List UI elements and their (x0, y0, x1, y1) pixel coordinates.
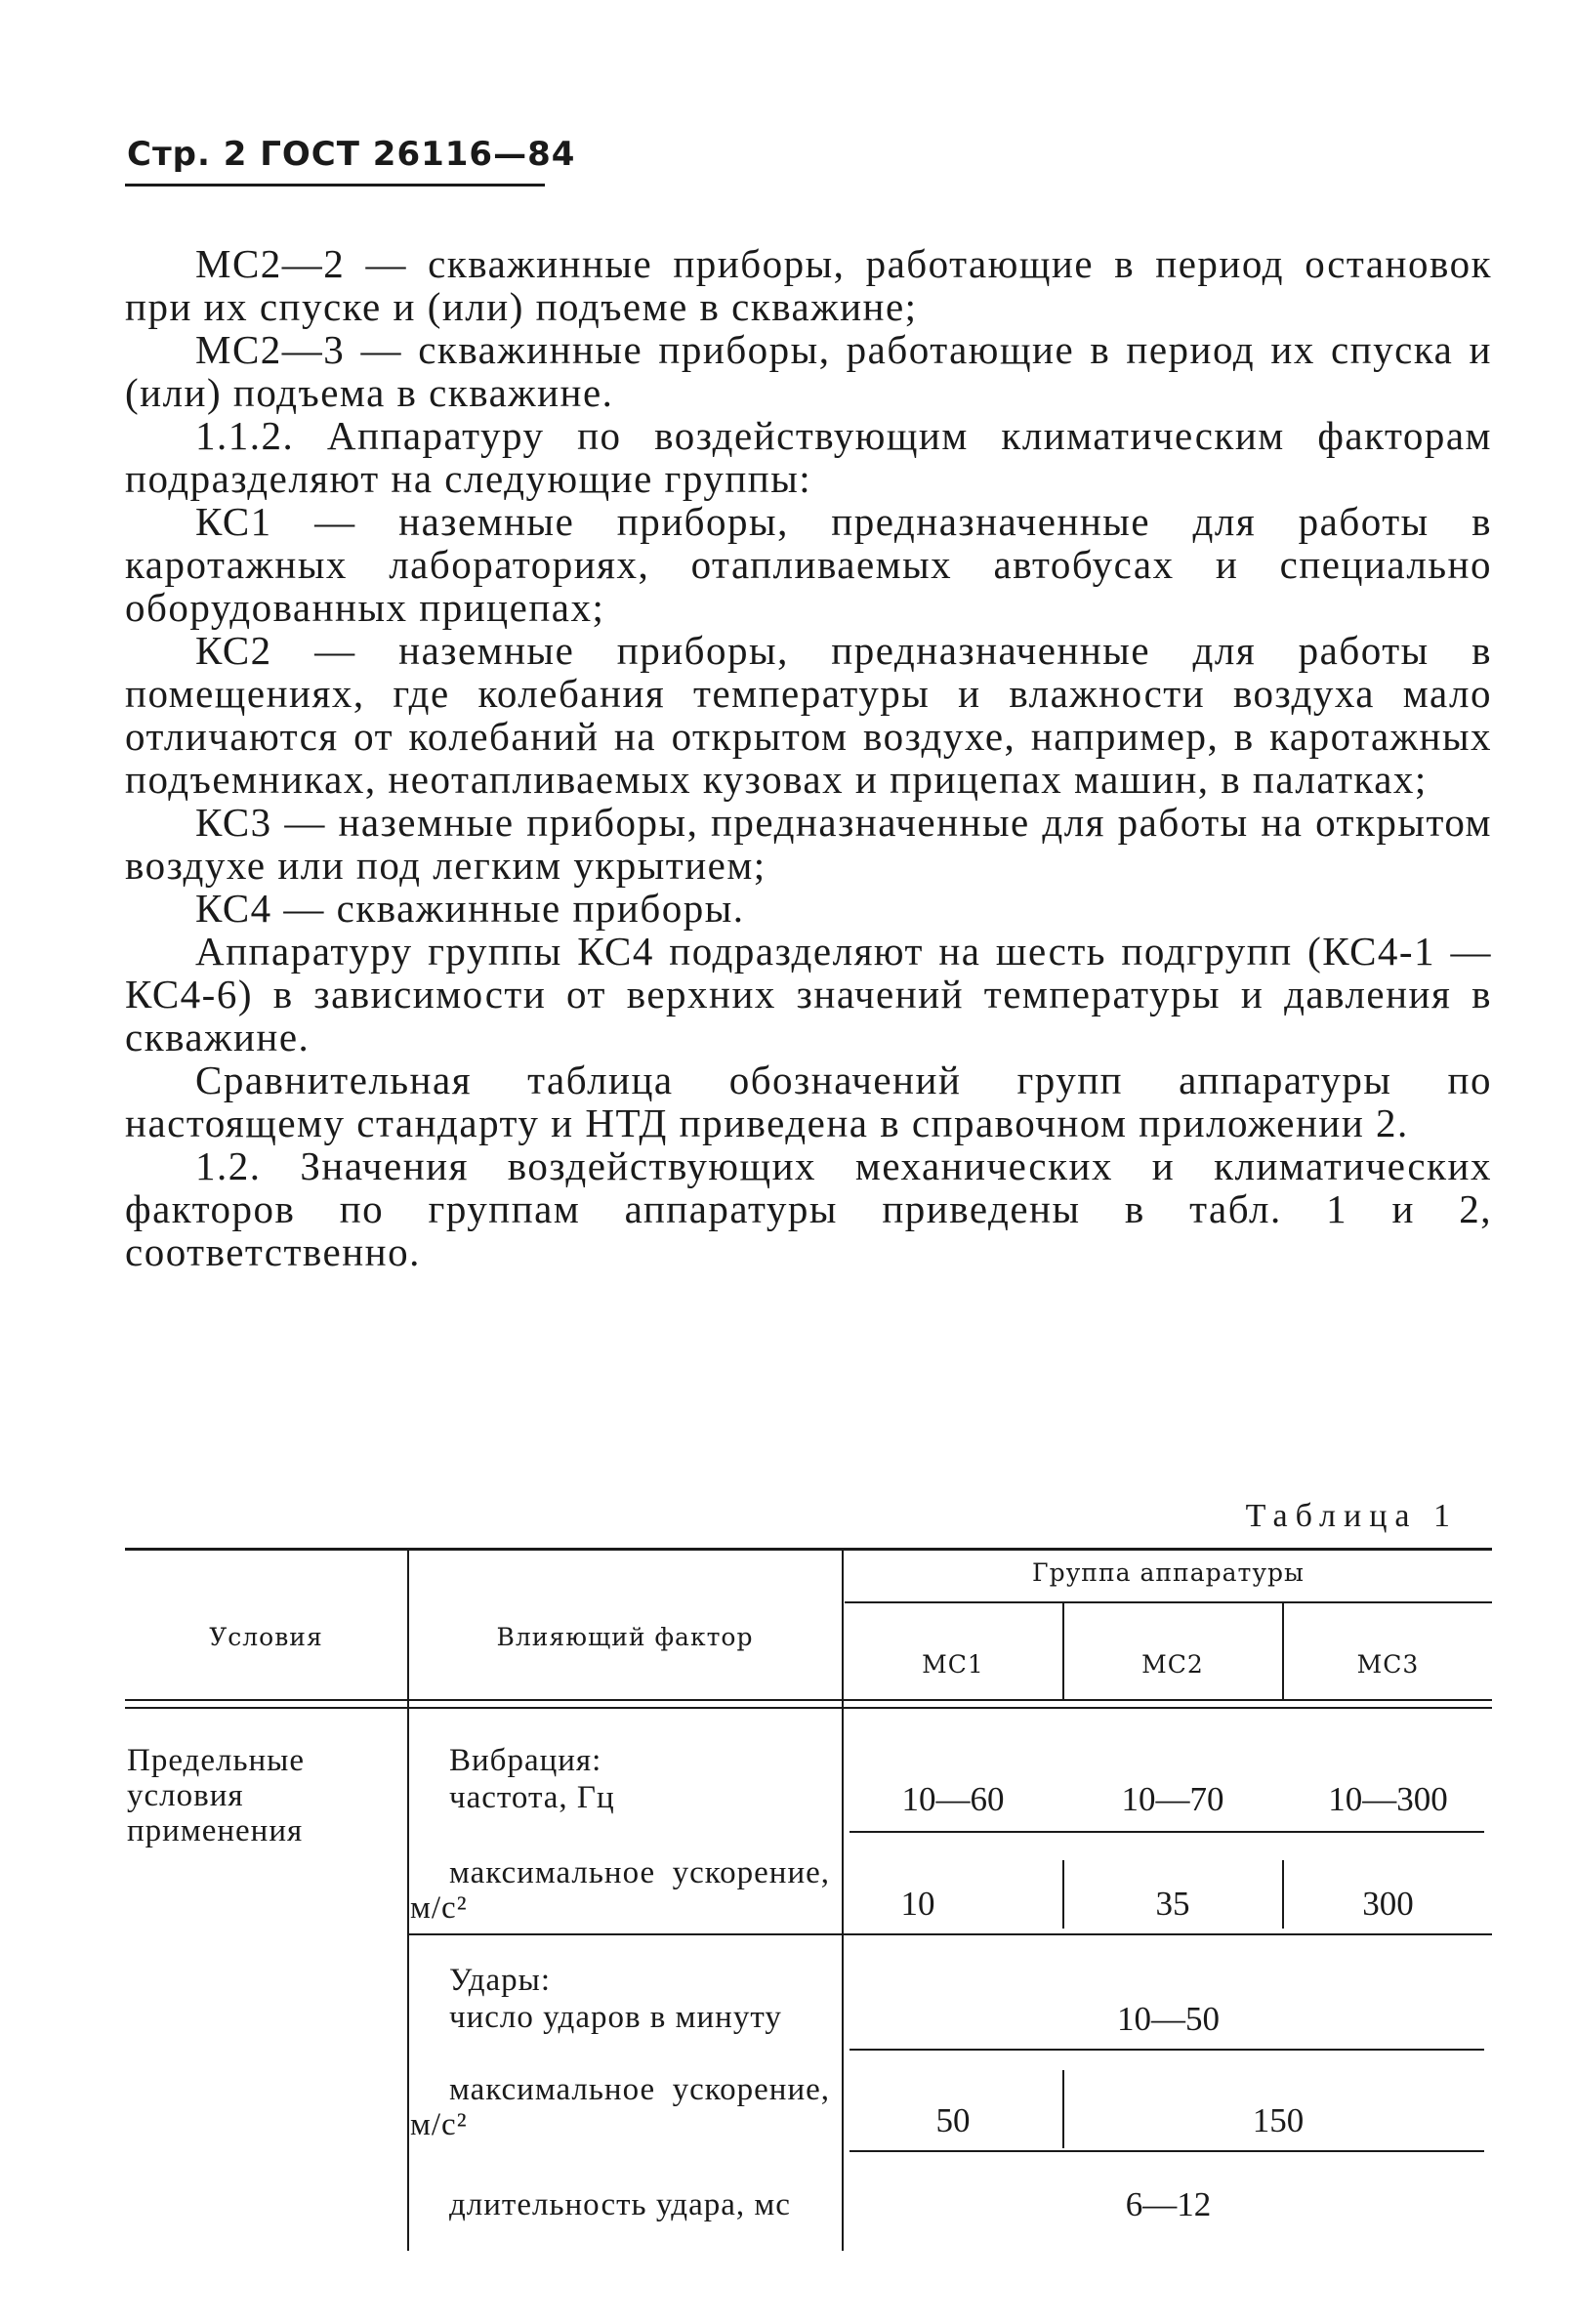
header-factor: Влияющий фактор (496, 1623, 754, 1651)
paragraph-1-1-2: 1.1.2. Аппаратуру по воздействующим климатическим факторам подразделяют на следующие группы: (125, 413, 1492, 501)
shock-count-underline (850, 2049, 1484, 2051)
shock-accel-underline (850, 2150, 1484, 2152)
vibration-acceleration-label: максимальное ускорение, м/с² (410, 1855, 830, 1926)
table-caption: Таблица 1 (1245, 1498, 1458, 1534)
shocks-count-label: число ударов в минуту (449, 2000, 782, 2035)
shocks-count-value: 10—50 (1117, 2000, 1220, 2038)
shocks-acceleration-label: максимальное ускорение, м/с² (410, 2072, 830, 2142)
paragraph-1-2: 1.2. Значения воздействующих механических и климатических факторов по группам аппаратуры приведены в табл. 1 и 2, соответственно. (125, 1143, 1492, 1274)
page-header: Стр. 2 ГОСТ 26116—84 (127, 135, 576, 174)
vibration-frequency-mc1: 10—60 (901, 1780, 1005, 1818)
accel-row-rule (408, 1933, 1492, 1935)
header-rule (125, 184, 545, 187)
vibration-acceleration-mc3: 300 (1362, 1885, 1414, 1923)
col-divider-2 (842, 1548, 844, 2251)
vibration-acceleration-mc2: 35 (1155, 1885, 1190, 1923)
shocks-duration-label: длительность удара, мс (449, 2187, 791, 2222)
paragraph-ks4-subgroups: Аппаратуру группы КС4 подразделяют на шесть подгрупп (КС4-1 — КС4-6) в зависимости от верхних значений температуры и давления в скважине. (125, 929, 1492, 1059)
paragraph-mc2-2: МС2—2 — скважинные приборы, работающие в период остановок при их спуске и (или) подъеме в скважине; (125, 241, 1492, 329)
body-text (125, 242, 1492, 1273)
shocks-duration-value: 6—12 (1125, 2185, 1212, 2223)
paragraph-ks1: КС1 — наземные приборы, предназначенные для работы в каротажных лабораториях, отапливаемых автобусах и специально оборудованных прицепах; (125, 499, 1492, 630)
header-bottom-rule-2 (125, 1707, 1492, 1709)
table-top-rule (125, 1548, 1492, 1551)
header-mc2: МС2 (1141, 1650, 1204, 1679)
vibration-frequency-mc2: 10—70 (1121, 1780, 1224, 1818)
freq-underline (850, 1831, 1484, 1833)
vibration-frequency-label: частота, Гц (449, 1780, 615, 1815)
paragraph-ks4: КС4 — скважинные приборы. (195, 886, 745, 931)
group-header-rule (845, 1601, 1492, 1603)
col-divider-1 (407, 1548, 409, 2251)
header-bottom-rule-1 (125, 1699, 1492, 1701)
header-group: Группа аппаратуры (1032, 1558, 1305, 1587)
paragraph-ks3: КС3 — наземные приборы, предназначенные для работы на открытом воздухе или под легким укрытием; (125, 800, 1492, 888)
header-conditions: Условия (209, 1623, 323, 1651)
shocks-acceleration-mc1: 50 (935, 2101, 971, 2139)
vibration-acceleration-mc1: 10 (900, 1885, 935, 1923)
header-mc1: МС1 (922, 1650, 984, 1679)
paragraph-comparison: Сравнительная таблица обозначений групп аппаратуры по настоящему стандарту и НТД приведена в справочном приложении 2. (125, 1058, 1492, 1145)
condition-limit: Предельные условия применения (127, 1743, 305, 1848)
vibration-frequency-mc3: 10—300 (1328, 1780, 1448, 1818)
paragraph-mc2-3: МС2—3 — скважинные приборы, работающие в период их спуска и (или) подъема в скважине. (125, 327, 1492, 415)
header-mc3: МС3 (1356, 1650, 1420, 1679)
shocks-title: Удары: (449, 1963, 552, 1998)
paragraph-ks2: КС2 — наземные приборы, предназначенные для работы в помещениях, где колебания температуры и влажности воздуха мало отличаются от колебаний на открытом воздухе, например, в каротажных подъемниках, неотапливаемых кузовах и прицепах машин, в палатках; (125, 628, 1492, 802)
shocks-acceleration-mc2-mc3: 150 (1252, 2101, 1305, 2139)
vibration-title: Вибрация: (449, 1743, 602, 1778)
